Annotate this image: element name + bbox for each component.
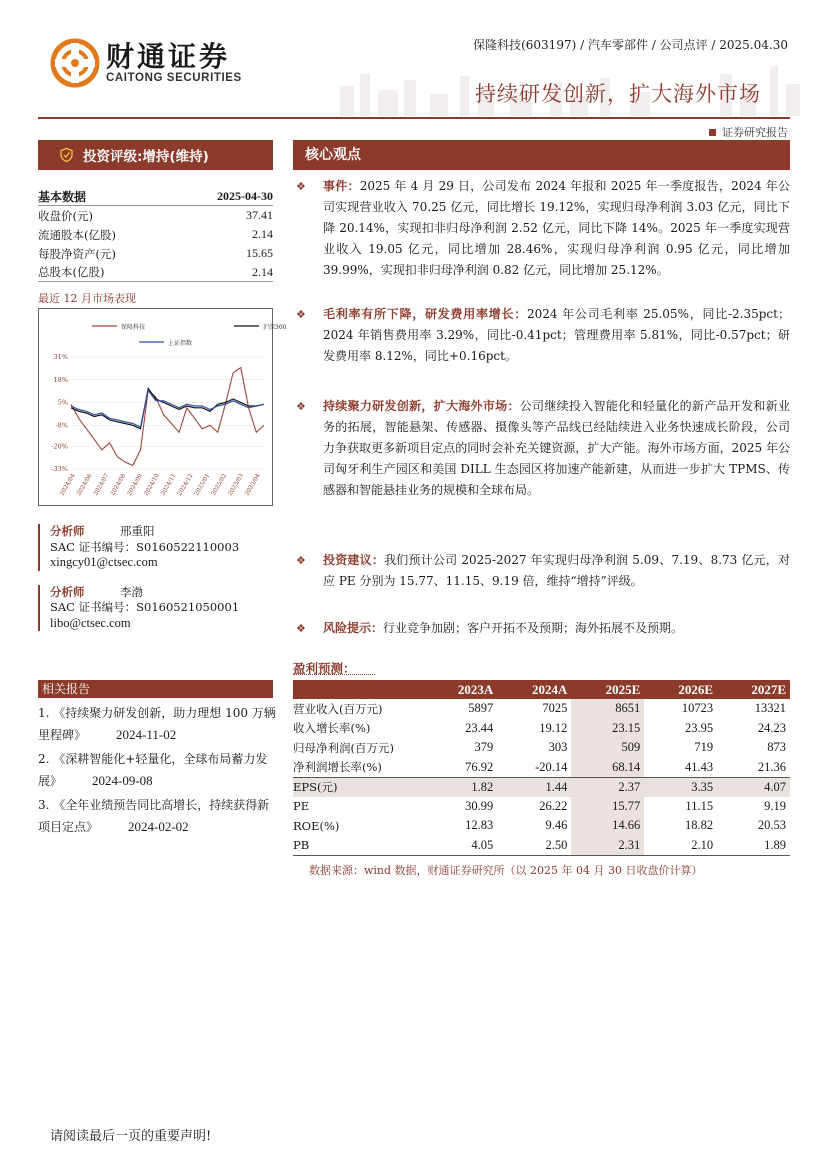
forecast-col-header: 2023A [423, 680, 497, 699]
header-divider [38, 117, 790, 119]
related-report-date: 2024-02-02 [128, 819, 189, 834]
y-tick-label: -8% [55, 421, 68, 430]
core-bullet [293, 550, 790, 592]
x-tick-label: 2024/04 [59, 473, 77, 497]
series-line [71, 389, 264, 429]
x-tick-label: 2024/06 [76, 473, 94, 497]
forecast-row-label: EPS(元) [293, 777, 423, 797]
forecast-cell: 4.05 [423, 836, 497, 856]
analyst-card [38, 524, 273, 571]
forecast-cell: 24.23 [757, 720, 786, 735]
forecast-cell: 21.36 [717, 758, 790, 778]
square-bullet-icon [709, 129, 716, 136]
bullet-body: 公司继续投入智能化和轻量化的新产品开发和新业务的拓展，智能悬架、传感器、摄像头等产品线已经陆续进入业务快速成长阶段，公司力争获取更多新项目定点的同时会补充关键资源，扩大产能。海外市场方面，2025 年公司匈牙利生产园区和美国 DILL 生态园区将加速产能新建，从而进一步扩大 TPMS、传感器和智能悬挂业务的规模和全球布局。 [323, 399, 790, 497]
forecast-cell: 23.95 [684, 720, 714, 735]
logo-english-name: CAITONG SECURITIES [106, 72, 242, 84]
forecast-row [293, 758, 790, 778]
forecast-cell: 1.44 [497, 777, 571, 797]
basic-data-label: 总股本(亿股) [38, 265, 105, 279]
x-tick-label: 2025/03 [227, 473, 245, 497]
basic-data-value: 15.65 [246, 246, 273, 260]
core-bullet [293, 176, 790, 281]
disclaimer-notice: 请阅读最后一页的重要声明! [50, 1129, 212, 1144]
series-line [71, 390, 264, 427]
market-performance-chart [38, 308, 287, 506]
basic-data-row [38, 225, 273, 244]
basic-data-row [38, 263, 273, 282]
forecast-cell: 379 [474, 740, 494, 755]
shield-icon [60, 148, 73, 162]
forecast-row-label: 净利润增长率(%) [293, 758, 423, 778]
basic-data-row [38, 206, 273, 225]
basic-data-date: 2025-04-30 [217, 188, 273, 203]
forecast-cell: 2.10 [644, 836, 717, 856]
forecast-cell: 11.15 [685, 798, 714, 813]
basic-data-title: 基本数据 [38, 189, 87, 204]
forecast-table [293, 680, 790, 856]
forecast-col-header: 2025E [571, 680, 644, 699]
forecast-cell: 30.99 [465, 798, 494, 813]
forecast-cell: 14.66 [571, 816, 644, 836]
forecast-cell: 26.22 [539, 798, 568, 813]
forecast-row-label: 归母净利润(百万元) [293, 740, 394, 755]
forecast-cell: 76.92 [423, 758, 497, 778]
x-tick-label: 2025/01 [194, 473, 212, 497]
x-tick-label: 2024/07 [93, 473, 111, 497]
rating-banner [38, 140, 273, 170]
forecast-cell: 68.14 [571, 758, 644, 778]
x-tick-label: 2024/12 [177, 473, 195, 497]
basic-data-table [38, 187, 273, 282]
x-tick-label: 2024/09 [126, 473, 145, 497]
bullet-body: 2024 年公司毛利率 25.05%，同比-2.35pct；2024 年销售费用率 3.29%，同比-0.41pct；管理费用率 5.81%，同比-0.57pct；研发费用率 8.12%，同比+0.16pct。 [323, 307, 790, 363]
logo-chinese-name: 财通证券 [106, 40, 231, 73]
forecast-row [293, 797, 790, 817]
forecast-cell: 303 [548, 740, 568, 755]
analyst-title: 分析师 [50, 524, 85, 538]
forecast-cell: 4.07 [717, 777, 790, 797]
diamond-bullet-icon: ❖ [296, 554, 306, 567]
forecast-cell: 10723 [681, 701, 714, 716]
forecast-cell: 8651 [571, 699, 644, 719]
bullet-heading: 事件： [323, 179, 360, 193]
analyst-name: 李渤 [120, 584, 143, 599]
basic-data-row [38, 244, 273, 263]
forecast-row-label: ROE(%) [293, 818, 340, 833]
forecast-cell: 2.50 [497, 836, 571, 856]
forecast-cell: 719 [694, 740, 714, 755]
company-logo [50, 38, 242, 88]
market-performance-label: 最近 12 月市场表现 [38, 292, 136, 305]
forecast-cell: 1.82 [423, 777, 497, 797]
forecast-source: 数据来源：wind 数据，财通证券研究所（以 2025 年 04 月 30 日收盘价计算） [309, 864, 703, 877]
related-reports-header: 相关报告 [38, 680, 273, 698]
forecast-row [293, 816, 790, 836]
forecast-cell: 19.12 [539, 720, 568, 735]
x-tick-label: 2025/04 [244, 473, 262, 497]
forecast-cell: 3.35 [644, 777, 717, 797]
y-tick-label: -33% [51, 465, 68, 473]
forecast-cell: 9.19 [764, 798, 786, 813]
related-report-item[interactable] [38, 794, 278, 838]
basic-data-label: 每股净资产(元) [38, 246, 116, 261]
report-meta: 保隆科技(603197) / 汽车零部件 / 公司点评 / 2025.04.30 [473, 38, 788, 52]
forecast-cell: 15.77 [571, 797, 644, 817]
forecast-cell: 7025 [542, 701, 568, 716]
forecast-cell: 23.44 [465, 720, 494, 735]
y-tick-label: -20% [51, 442, 68, 451]
forecast-row [293, 719, 790, 739]
bullet-heading: 投资建议： [323, 553, 385, 567]
bullet-body: 行业竞争加剧；客户开拓不及预期；海外拓展不及预期。 [383, 621, 684, 635]
forecast-row-label: PE [293, 799, 310, 814]
related-report-title[interactable]: 2. 《深耕智能化+轻量化，全球布局蓄力发展》 [38, 752, 268, 788]
legend-label: 上证指数 [168, 340, 193, 347]
forecast-row-label: 营业收入(百万元) [293, 701, 383, 716]
basic-data-header [38, 187, 273, 206]
basic-data-label: 收盘价(元) [38, 208, 93, 223]
related-report-item[interactable] [38, 748, 278, 792]
analyst-sac: SAC 证书编号：S0160522110003 [50, 539, 240, 554]
diamond-bullet-icon: ❖ [296, 400, 306, 413]
report-type [709, 124, 788, 140]
core-view-header: 核心观点 [293, 140, 790, 170]
analyst-sac: SAC 证书编号：S0160521050001 [50, 600, 240, 614]
bullet-heading: 持续聚力研发创新，扩大海外市场： [323, 399, 520, 413]
analyst-title: 分析师 [50, 584, 85, 599]
forecast-cell: 41.43 [644, 758, 717, 778]
report-type-label: 证券研究报告 [722, 126, 788, 139]
forecast-title-underline [293, 674, 375, 675]
basic-data-value: 2.14 [252, 227, 273, 241]
series-line [71, 368, 264, 466]
bullet-body: 我们预计公司 2025-2027 年实现归母净利润 5.09、7.19、8.73 亿元，对应 PE 分别为 15.77、11.15、9.19 倍，维持“增持”评级。 [323, 553, 790, 588]
y-tick-label: 18% [53, 375, 68, 384]
chart-svg [39, 309, 287, 505]
x-tick-label: 2024/11 [160, 473, 178, 497]
forecast-row [293, 738, 790, 758]
x-tick-label: 2024/10 [143, 473, 161, 497]
caitong-logo-icon [50, 38, 100, 88]
related-report-title[interactable]: 1. 《持续聚力研发创新，助力理想 100 万辆里程碑》 [38, 706, 276, 742]
forecast-cell: 20.53 [757, 818, 786, 833]
x-tick-label: 2025/02 [210, 473, 229, 497]
report-title: 持续研发创新，扩大海外市场 [475, 82, 761, 106]
analyst-card [38, 585, 273, 632]
related-report-date: 2024-11-02 [116, 727, 177, 742]
forecast-cell: 509 [571, 738, 644, 758]
forecast-title: 盈利预测： [293, 661, 356, 676]
related-reports-list [38, 702, 278, 840]
analyst-name: 邢重阳 [120, 524, 155, 538]
bullet-heading: 风险提示： [323, 621, 384, 635]
basic-data-value: 2.14 [252, 264, 273, 279]
core-bullet [293, 304, 790, 367]
diamond-bullet-icon: ❖ [296, 622, 306, 635]
forecast-cell: 23.15 [571, 719, 644, 739]
forecast-cell: 13321 [754, 701, 786, 716]
forecast-cell: 18.82 [684, 818, 714, 833]
forecast-col-header: 2024A [497, 680, 571, 699]
forecast-cell: 12.83 [465, 818, 494, 833]
basic-data-label: 流通股本(亿股) [38, 227, 116, 242]
diamond-bullet-icon: ❖ [296, 180, 306, 193]
basic-data-value: 37.41 [246, 208, 273, 222]
forecast-cell: 1.89 [717, 836, 790, 856]
related-report-title[interactable]: 3. 《全年业绩预告同比高增长，持续获得新项目定点》 [38, 798, 270, 834]
legend-label: 沪深300 [263, 324, 287, 331]
related-report-date: 2024-09-08 [92, 773, 153, 788]
forecast-cell: 2.37 [571, 777, 644, 797]
forecast-row [293, 699, 790, 719]
forecast-cell: 9.46 [545, 818, 568, 833]
rating-label: 投资评级:增持(维持) [83, 149, 209, 165]
x-tick-label: 2024/08 [109, 473, 128, 497]
bullet-heading: 毛利率有所下降，研发费用率增长： [323, 307, 528, 321]
forecast-cell: 873 [767, 740, 786, 755]
forecast-col-header [293, 680, 423, 699]
analyst-email[interactable]: libo@ctsec.com [50, 615, 131, 630]
core-bullet [293, 396, 790, 501]
forecast-cell: 5897 [468, 701, 494, 716]
related-report-item[interactable] [38, 702, 278, 746]
legend-label: 保隆科技 [121, 324, 146, 331]
forecast-row-label: 收入增长率(%) [293, 721, 371, 736]
y-tick-label: 31% [53, 353, 68, 361]
diamond-bullet-icon: ❖ [296, 308, 306, 321]
core-bullet [293, 618, 790, 639]
y-tick-label: 5% [57, 398, 68, 407]
forecast-row [293, 836, 790, 856]
forecast-col-header: 2027E [717, 680, 790, 699]
analyst-email[interactable]: xingcy01@ctsec.com [50, 555, 158, 569]
forecast-cell: -20.14 [497, 758, 571, 778]
bullet-body: 2025 年 4 月 29 日，公司发布 2024 年报和 2025 年一季度报告，2024 年公司实现营业收入 70.25 亿元，同比增长 19.12%，实现归母净利润 3.03 亿元，同比下降 20.14%，实现扣非归母净利润 2.52 亿元，同比下降 14%。2025 年一季度实现营业收入 19.05 亿元，同比增加 28.46%，实现归母净利润 0.95 亿元，同比增加 39.99%，实现扣非归母净利润 0.82 亿元，同比增加 25.12%。 [323, 179, 790, 277]
forecast-header-row [293, 680, 790, 699]
forecast-cell: 2.31 [571, 836, 644, 856]
forecast-row-label: PB [293, 836, 423, 856]
forecast-col-header: 2026E [644, 680, 717, 699]
analyst-section [38, 524, 273, 645]
forecast-row [293, 777, 790, 797]
